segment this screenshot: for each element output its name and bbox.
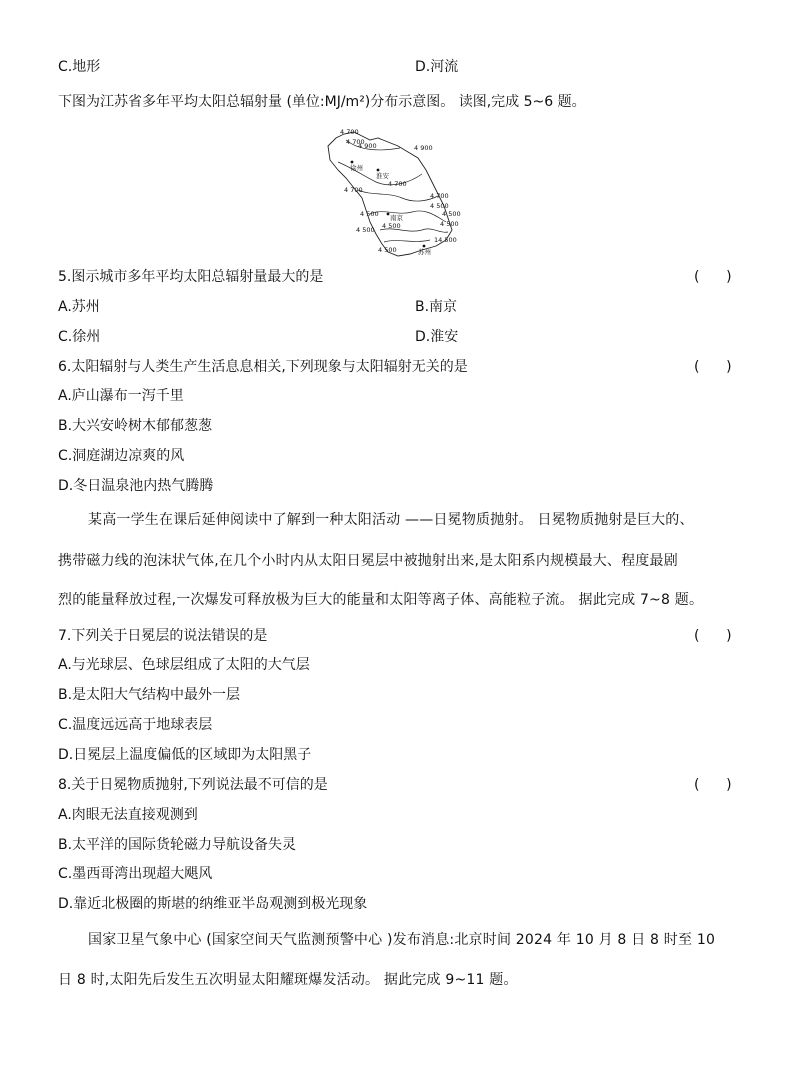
contour-label: 4 500	[356, 226, 375, 234]
q4-option-c: C.地形	[58, 59, 101, 75]
passage2-line-3: 烈的能量释放过程,一次爆发可释放极为巨大的能量和太阳等离子体、高能粒子流。 据此完成 7~8 题。	[58, 592, 704, 608]
q8-option-d: D.靠近北极圈的斯堪的纳维亚半岛观测到极光现象	[58, 896, 368, 912]
q5-option-d: D.淮安	[415, 329, 459, 345]
q6-stem: 6.太阳辐射与人类生产生活息息相关,下列现象与太阳辐射无关的是	[58, 359, 468, 375]
q7-option-b: B.是太阳大气结构中最外一层	[58, 687, 241, 703]
city-dot-nanjing	[387, 213, 390, 216]
contour-label: 4 500	[360, 210, 379, 218]
city-dot-suzhou	[423, 245, 426, 248]
contour-label: 4 700	[430, 192, 449, 200]
contour-label: 4 900	[358, 142, 377, 150]
q6-option-d: D.冬日温泉池内热气腾腾	[58, 478, 214, 494]
q6-option-a: A.庐山瀑布一泻千里	[58, 388, 184, 404]
q5-option-c: C.徐州	[58, 329, 101, 345]
passage2-line-1: 某高一学生在课后延伸阅读中了解到一种太阳活动 ——日冕物质抛射。 日冕物质抛射是巨大的、	[88, 512, 694, 528]
q5-answer-bracket: ( )	[694, 269, 732, 285]
contour-label: 14 500	[434, 236, 457, 244]
q8-option-b: B.太平洋的国际货轮磁力导航设备失灵	[58, 837, 297, 853]
contour-label: 4 700	[346, 138, 365, 146]
city-label-xuzhou: 徐州	[350, 164, 363, 172]
q5-stem: 5.图示城市多年平均太阳总辐射量最大的是	[58, 269, 324, 285]
contour-line	[358, 190, 438, 201]
q8-answer-bracket: ( )	[694, 777, 732, 793]
contour-line	[370, 211, 446, 222]
q5-option-a: A.苏州	[58, 299, 100, 315]
city-label-nanjing: 南京	[390, 214, 403, 222]
q6-option-b: B.大兴安岭树木郁郁葱葱	[58, 418, 213, 434]
jiangsu-map-svg	[318, 126, 468, 260]
contour-label: 4 500	[378, 246, 397, 254]
map-intro-text: 下图为江苏省多年平均太阳总辐射量 (单位:MJ/m²)分布示意图。 读图,完成 5~6 题。	[58, 94, 586, 110]
contour-label: 4 900	[414, 144, 433, 152]
city-dot-xuzhou	[351, 161, 354, 164]
passage3-line-2: 日 8 时,太阳先后发生五次明显太阳耀斑爆发活动。 据此完成 9~11 题。	[58, 972, 518, 988]
q6-option-c: C.洞庭湖边凉爽的风	[58, 448, 185, 464]
contour-label: 4 700	[340, 128, 359, 136]
city-dot-huaian	[377, 169, 380, 172]
q7-answer-bracket: ( )	[694, 628, 732, 644]
q8-option-c: C.墨西哥湾出现超大飓风	[58, 866, 213, 882]
q7-stem: 7.下列关于日冕层的说法错误的是	[58, 628, 268, 644]
contour-label: 4 500	[430, 202, 449, 210]
q7-option-c: C.温度远远高于地球表层	[58, 717, 213, 733]
passage2-line-2: 携带磁力线的泡沫状气体,在几个小时内从太阳日冕层中被抛射出来,是太阳系内规模最大、程度最剧	[58, 553, 678, 569]
contour-label: 4 500	[442, 210, 461, 218]
q7-option-d: D.日冕层上温度偏低的区域即为太阳黑子	[58, 747, 312, 763]
q4-option-d: D.河流	[415, 59, 459, 75]
q8-option-a: A.肉眼无法直接观测到	[58, 807, 198, 823]
contour-line	[384, 240, 430, 242]
q8-stem: 8.关于日冕物质抛射,下列说法最不可信的是	[58, 777, 328, 793]
contour-label: 4 700	[388, 180, 407, 188]
q7-option-a: A.与光球层、色球层组成了太阳的大气层	[58, 657, 310, 673]
q5-option-b: B.南京	[415, 299, 458, 315]
contour-label: 4 500	[382, 222, 401, 230]
city-label-huaian: 淮安	[376, 172, 389, 180]
jiangsu-radiation-map	[318, 126, 468, 260]
q6-answer-bracket: ( )	[694, 359, 732, 375]
contour-label: 4 500	[440, 220, 459, 228]
city-label-suzhou: 苏州	[418, 248, 431, 256]
contour-label: 4 700	[344, 186, 363, 194]
passage3-line-1: 国家卫星气象中心 (国家空间天气监测预警中心 )发布消息:北京时间 2024 年 10 月 8 日 8 时至 10	[88, 932, 716, 948]
